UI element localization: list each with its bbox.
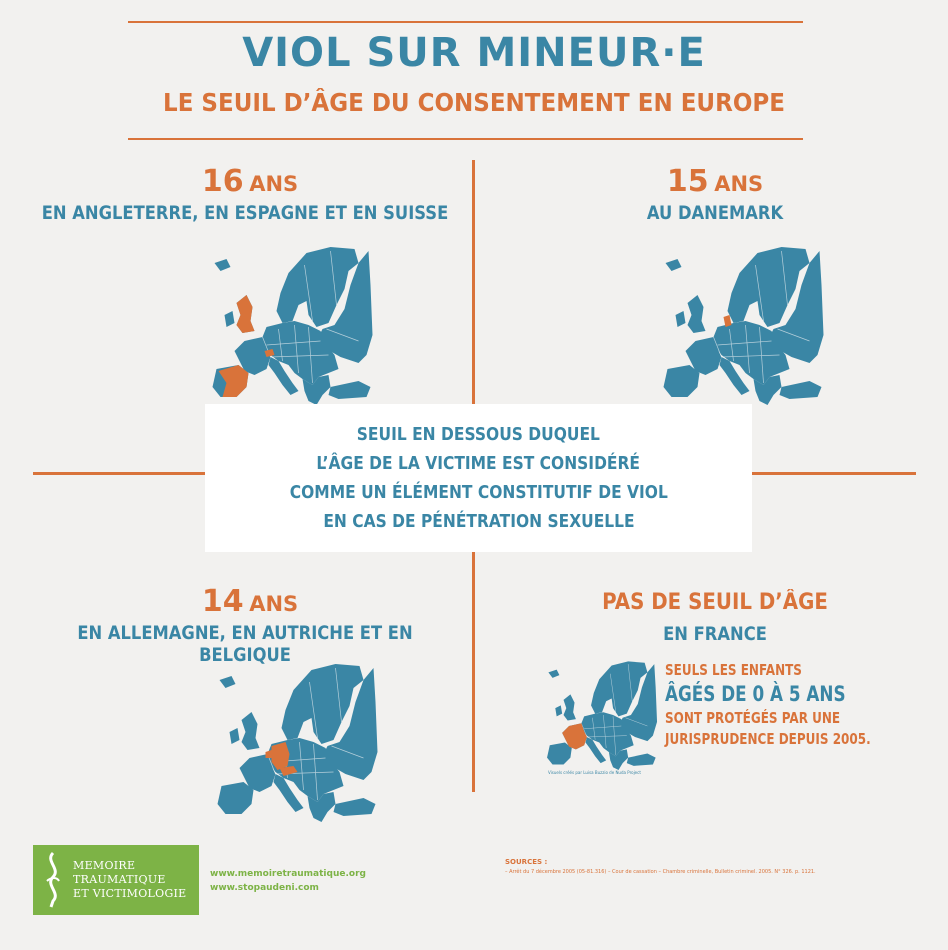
- no-threshold-heading: PAS DE SEUIL D’ÂGE: [602, 590, 828, 615]
- countries-16: EN ANGLETERRE, EN ESPAGNE ET EN SUISSE: [41, 202, 449, 224]
- note-line-3: SONT PROTÉGÉS PAR UNE: [665, 709, 841, 727]
- top-rule: [128, 21, 803, 23]
- note-line-2: ÂGÉS DE 0 À 5 ANS: [665, 682, 846, 706]
- footer-links: [210, 867, 366, 895]
- definition-line-4: EN CAS DE PÉNÉTRATION SEXUELLE: [322, 511, 635, 532]
- vertical-divider-bottom: [472, 552, 475, 792]
- highlight-uk: [237, 295, 255, 333]
- europe-map-16: [205, 245, 377, 405]
- highlight-belgium: [266, 750, 272, 758]
- definition-line-1: SEUIL EN DESSOUS DUQUEL: [356, 424, 601, 445]
- definition-line-3: COMME UN ÉLÉMENT CONSTITUTIF DE VIOL: [289, 482, 668, 503]
- countries-15: AU DANEMARK: [646, 202, 784, 224]
- age-number: 14: [201, 584, 244, 619]
- age-unit: ANS: [714, 172, 764, 196]
- age-number: 15: [666, 164, 709, 199]
- age-unit: ANS: [249, 172, 299, 196]
- horizontal-divider-right: [752, 472, 916, 475]
- definition-line-2: L’ÂGE DE LA VICTIME EST CONSIDÉRÉ: [316, 453, 641, 474]
- countries-none: EN FRANCE: [663, 623, 767, 645]
- sources-text: – Arrêt du 7 décembre 2005 (05-81.316) – Cour de cassation – Chambre criminelle, Bulletin criminel. 2005. N° 326. p. 1121.: [505, 869, 816, 875]
- age-unit: ANS: [249, 592, 299, 616]
- europe-map-14: [210, 662, 382, 822]
- vertical-divider-top: [472, 160, 475, 404]
- note-line-1: SEULS LES ENFANTS: [665, 661, 802, 679]
- europe-map-15: [658, 245, 826, 405]
- map-credit: Visuels créés par Luisa Buzzio de Nuda Project: [548, 770, 641, 775]
- europe-map-france: [540, 660, 662, 770]
- logo-line-2: TRAUMATIQUE: [73, 873, 166, 886]
- ribbon-figure-icon: [41, 851, 65, 909]
- subtitle-rule: [128, 138, 803, 140]
- website-link-memoire[interactable]: www.memoiretraumatique.org: [210, 869, 366, 879]
- page-title: VIOL SUR MINEUR·E: [242, 30, 706, 76]
- sources: [505, 857, 816, 877]
- sources-label: SOURCES :: [505, 858, 548, 866]
- countries-14: EN ALLEMAGNE, EN AUTRICHE ET EN BELGIQUE: [77, 622, 413, 666]
- logo-line-3: ET VICTIMOLOGIE: [73, 887, 187, 900]
- france-note: [665, 660, 922, 750]
- age-15-label: [515, 164, 915, 199]
- logo-line-1: MEMOIRE: [73, 859, 136, 872]
- age-number: 16: [201, 164, 244, 199]
- organisation-logo[interactable]: [33, 845, 199, 915]
- note-line-4: JURISPRUDENCE DEPUIS 2005.: [665, 730, 871, 748]
- age-14-label: [40, 584, 460, 619]
- age-16-label: [40, 164, 460, 199]
- definition-box: [205, 404, 752, 552]
- horizontal-divider-left: [33, 472, 205, 475]
- website-link-stopaudeni[interactable]: www.stopaudeni.com: [210, 883, 319, 893]
- page-subtitle: LE SEUIL D’ÂGE DU CONSENTEMENT EN EUROPE: [163, 88, 785, 117]
